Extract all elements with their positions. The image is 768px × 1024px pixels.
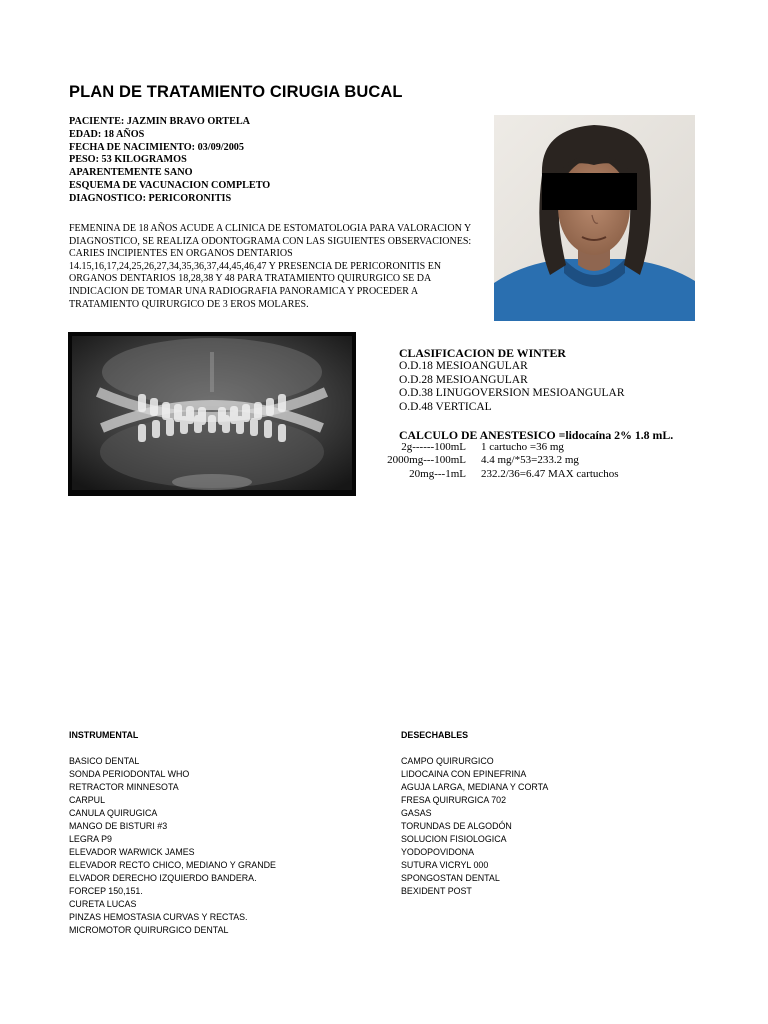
desechables-item: GASAS [401,808,432,818]
instrumental-item: MICROMOTOR QUIRURGICO DENTAL [69,925,229,935]
calc-line: 2000mg---100mL [387,454,466,467]
instrumental-item: CANULA QUIRUGICA [69,808,158,818]
patient-diagnosis: DIAGNOSTICO: PERICORONITIS [69,192,232,204]
winter-classification [399,347,625,414]
desechables-item: YODOPOVIDONA [401,847,474,857]
panoramic-xray [68,332,356,496]
instrumental-item: BASICO DENTAL [69,756,140,766]
instrumental-item: RETRACTOR MINNESOTA [69,782,179,792]
winter-item: O.D.48 VERTICAL [399,400,492,413]
instrumental-item: PINZAS HEMOSTASIA CURVAS Y RECTAS. [69,912,248,922]
instrumental-item: FORCEP 150,151. [69,886,143,896]
patient-info [69,116,270,206]
desechables-list [401,729,548,898]
desechables-item: SUTURA VICRYL 000 [401,860,489,870]
clinical-narrative: FEMENINA DE 18 AÑOS ACUDE A CLINICA DE ESTOMATOLOGIA PARA VALORACION Y DIAGNOSTICO, SE REALIZA ODONTOGRAMA CON LAS SIGUIENTES OBSERVACIONES: CARIES INCIPIENTES EN ORGANOS DENTARIOS 14.15,16,17,24,25,26,27,34,35,36,37,44,45,46,47 Y PRESENCIA DE PERICORONITIS EN ORGANOS DENTARIOS 18,28,38 Y 48 PARA TRATAMIENTO QUIRURGICO SE DA INDICACION DE TOMAR UNA RADIOGRAFIA PANORAMICA Y PROCEDER A TRATAMIENTO QUIRURGICO DE 3 EROS MOLARES. [69,223,472,310]
patient-weight: PESO: 53 KILOGRAMOS [69,154,187,166]
patient-vaccination: ESQUEMA DE VACUNACION COMPLETO [69,179,271,191]
winter-item: O.D.38 LINUGOVERSION MESIOANGULAR [399,387,625,400]
instrumental-item: SONDA PERIODONTAL WHO [69,769,190,779]
instrumental-list [69,729,276,937]
desechables-item: SPONGOSTAN DENTAL [401,873,500,883]
desechables-item: CAMPO QUIRURGICO [401,756,494,766]
desechables-item: LIDOCAINA CON EPINEFRINA [401,769,527,779]
winter-heading: CLASIFICACION DE WINTER [399,346,566,360]
patient-name: PACIENTE: JAZMIN BRAVO ORTELA [69,116,251,127]
desechables-item: AGUJA LARGA, MEDIANA Y CORTA [401,782,549,792]
anesthetic-calc-left [387,441,466,481]
desechables-item: TORUNDAS DE ALGODÓN [401,821,512,831]
patient-health-status: APARENTEMENTE SANO [69,167,193,179]
instrumental-heading: INSTRUMENTAL [69,730,139,740]
document-title: PLAN DE TRATAMIENTO CIRUGIA BUCAL [69,83,403,101]
calc-line: 20mg---1mL [409,467,466,480]
desechables-item: SOLUCION FISIOLOGICA [401,834,507,844]
instrumental-item: LEGRA P9 [69,834,112,844]
calc-line: 4.4 mg/*53=233.2 mg [481,454,579,467]
calc-line: 2g------100mL [401,441,466,453]
instrumental-item: MANGO DE BISTURI #3 [69,821,168,831]
patient-photo [494,115,695,321]
winter-item: O.D.28 MESIOANGULAR [399,373,528,386]
instrumental-item: CARPUL [69,795,106,805]
winter-item: O.D.18 MESIOANGULAR [399,360,528,373]
calc-line: 1 cartucho =36 mg [481,441,564,453]
anesthetic-heading: CALCULO DE ANESTESICO =lidocaína 2% 1.8 mL. [399,428,674,442]
anesthetic-calc-right [481,441,619,481]
desechables-heading: DESECHABLES [401,730,469,740]
desechables-item: FRESA QUIRURGICA 702 [401,795,507,805]
calc-line: 232.2/36=6.47 MAX cartuchos [481,467,619,480]
desechables-item: BEXIDENT POST [401,886,472,896]
instrumental-item: ELEVADOR WARWICK JAMES [69,847,195,857]
instrumental-item: CURETA LUCAS [69,899,137,909]
instrumental-item: ELVADOR DERECHO IZQUIERDO BANDERA. [69,873,257,883]
instrumental-item: ELEVADOR RECTO CHICO, MEDIANO Y GRANDE [69,860,276,870]
patient-birthdate: FECHA DE NACIMIENTO: 03/09/2005 [69,141,244,153]
patient-age: EDAD: 18 AÑOS [69,128,145,140]
